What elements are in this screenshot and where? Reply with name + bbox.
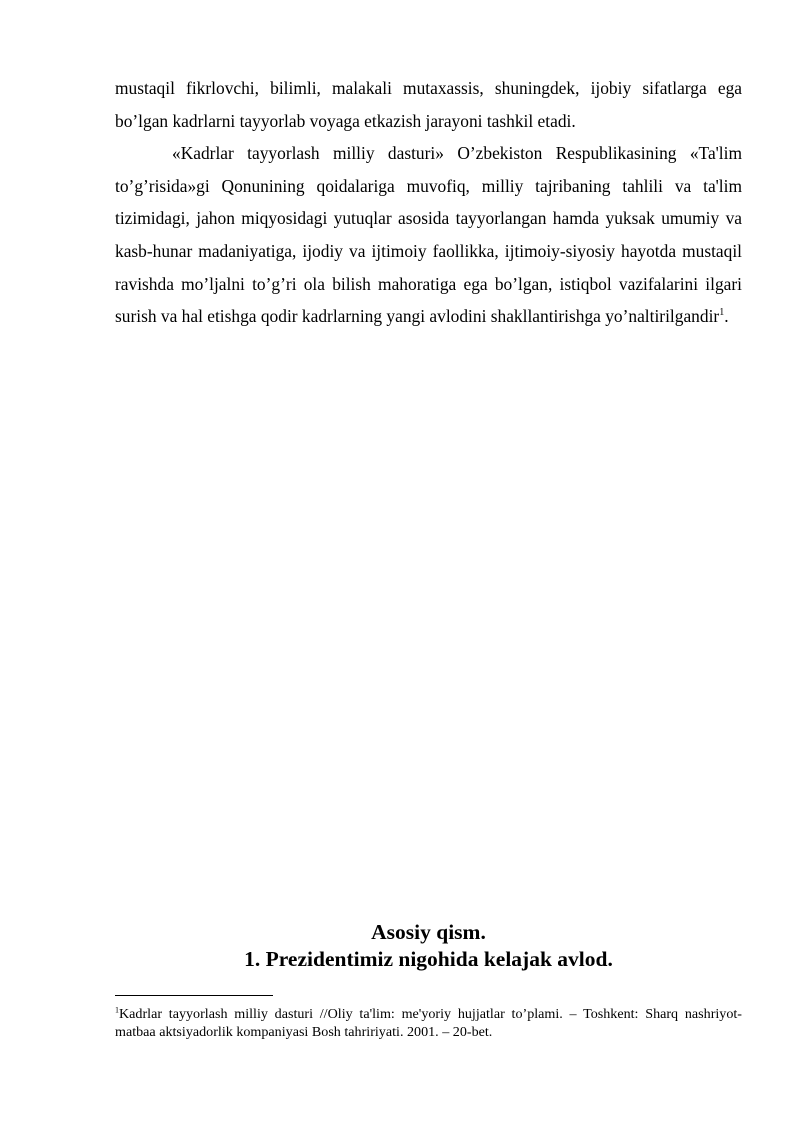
paragraph-end: . (724, 306, 729, 327)
body-text (115, 72, 742, 333)
footnote-marker: 1 (115, 1005, 119, 1015)
footnote-separator (115, 995, 273, 996)
paragraph-continuation (115, 72, 742, 137)
paragraph-text: mustaqil fikrlovchi, bilimli, malakali mutaxassis, shuningdek, ijobiy sifatlarga ega bo’lgan kadrlarni tayyorlab voyaga etkazish jarayoni tashkil etadi. (115, 78, 742, 131)
paragraph-text: «Kadrlar tayyorlash milliy dasturi» O’zbekiston Respublikasining «Ta'lim to’g’risida»gi Qonunining qoidalariga muvofiq, milliy tajribaning tahlili va ta'lim tizimidagi, jahon miqyosidagi yutuqlar asosida tayyorlangan hamda yuksak umumiy va kasb-hunar madaniyatiga, ijodiy va ijtimoiy faollikka, ijtimoiy-siyosiy hayotda mustaqil ravishda mo’ljalni to’g’ri ola bilish mahoratiga ega bo’lgan, istiqbol vazifalarini ilgari surish va hal etishga qodir kadrlarning yangi avlodini shakllantirishga yo’naltirilgandir (115, 143, 742, 327)
footnote (115, 1005, 742, 1041)
footnote-text: Kadrlar tayyorlash milliy dasturi //Oliy ta'lim: me'yoriy hujjatlar to’plami. – Toshkent: Sharq nashriyot-matbaa aktsiyadorlik kompaniyasi Bosh tahririyati. 2001. – 20-bet. (115, 1006, 742, 1040)
paragraph-program (115, 137, 742, 333)
chapter-heading: 1. Prezidentimiz nigohida kelajak avlod. (244, 947, 613, 971)
footnote-reference[interactable]: 1 (719, 307, 725, 319)
section-heading: Asosiy qism. (371, 920, 486, 944)
